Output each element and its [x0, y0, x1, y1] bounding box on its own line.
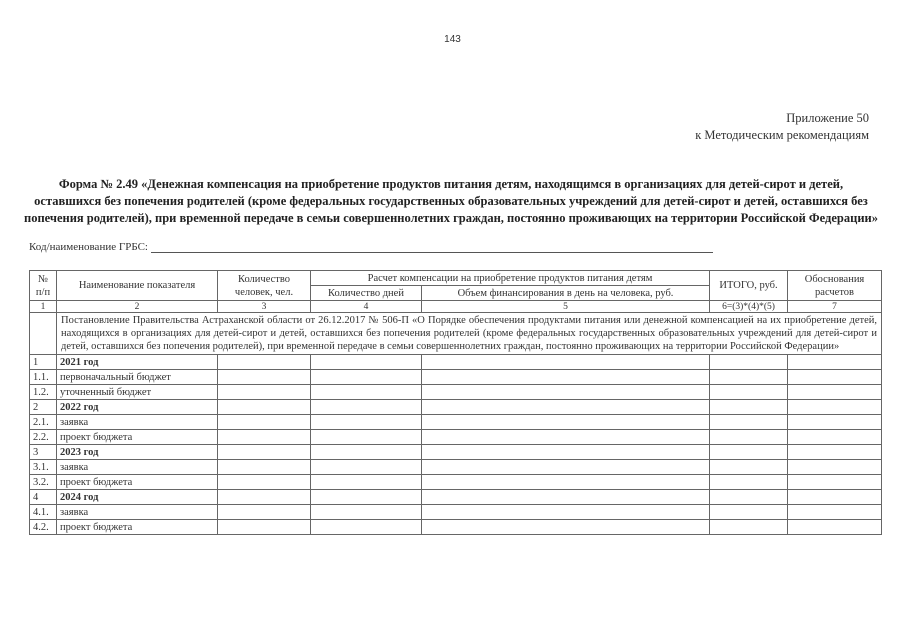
- row-number: 2.1.: [30, 415, 57, 430]
- empty-value-cell: [710, 370, 788, 385]
- empty-value-cell: [218, 505, 311, 520]
- empty-value-cell: [710, 400, 788, 415]
- header-total: ИТОГО, руб.: [710, 271, 788, 301]
- empty-value-cell: [788, 385, 882, 400]
- empty-value-cell: [422, 430, 710, 445]
- row-indicator-name: уточненный бюджет: [57, 385, 218, 400]
- table-row: [30, 355, 882, 370]
- empty-value-cell: [311, 520, 422, 535]
- empty-value-cell: [311, 505, 422, 520]
- row-number: 2.2.: [30, 430, 57, 445]
- row-indicator-name: первоначальный бюджет: [57, 370, 218, 385]
- empty-value-cell: [788, 430, 882, 445]
- form-title: Форма № 2.49 «Денежная компенсация на приобретение продуктов питания детям, находящимся в организациях для детей-сирот и детей, оставшихся без попечения родителей (кроме федеральных государственных образовательных учреждений для детей-сирот и детей, оставшихся без попечения родителей), при временной передаче в семьи совершеннолетних граждан, постоянно проживающих на территории Российской Федерации»: [24, 177, 878, 225]
- grbs-label: Код/наименование ГРБС:: [29, 241, 148, 253]
- empty-value-cell: [218, 385, 311, 400]
- empty-value-cell: [710, 445, 788, 460]
- empty-value-cell: [218, 475, 311, 490]
- row-number: 4.2.: [30, 520, 57, 535]
- col-number: 6=(3)*(4)*(5): [710, 301, 788, 313]
- empty-value-cell: [311, 415, 422, 430]
- empty-value-cell: [788, 370, 882, 385]
- empty-value-cell: [422, 385, 710, 400]
- data-rows: [30, 355, 882, 535]
- decree-row: [30, 313, 882, 355]
- empty-value-cell: [788, 355, 882, 370]
- decree-text: Постановление Правительства Астраханской области от 26.12.2017 № 506-П «О Порядке обеспечения продуктами питания или денежной компенсацией на их приобретение детей, находящихся в организациях для детей-сирот и детей, оставшихся без попечения родителей (кроме федеральных государственных образовательных учреждений для детей-сирот и детей, оставшихся без попечения родителей), при временной передаче в семьи совершеннолетних граждан, постоянно проживающих на территории Российской Федерации»: [57, 313, 882, 355]
- empty-value-cell: [422, 445, 710, 460]
- empty-value-cell: [218, 460, 311, 475]
- row-indicator-name: заявка: [57, 505, 218, 520]
- table-row: [30, 400, 882, 415]
- calculation-table: [29, 270, 882, 535]
- empty-value-cell: [422, 415, 710, 430]
- empty-value-cell: [710, 430, 788, 445]
- empty-value-cell: [422, 520, 710, 535]
- empty-value-cell: [311, 400, 422, 415]
- empty-value-cell: [218, 445, 311, 460]
- row-indicator-name: 2023 год: [57, 445, 218, 460]
- row-number: 1: [30, 355, 57, 370]
- empty-value-cell: [218, 370, 311, 385]
- column-numbers-row: [30, 301, 882, 313]
- header-num: № п/п: [30, 271, 57, 301]
- empty-value-cell: [422, 400, 710, 415]
- empty-value-cell: [788, 400, 882, 415]
- empty-value-cell: [710, 490, 788, 505]
- row-number: 4.1.: [30, 505, 57, 520]
- empty-value-cell: [788, 520, 882, 535]
- col-number: 1: [30, 301, 57, 313]
- row-number: 4: [30, 490, 57, 505]
- empty-value-cell: [710, 385, 788, 400]
- empty-value-cell: [710, 475, 788, 490]
- table-row: [30, 460, 882, 475]
- empty-value-cell: [710, 505, 788, 520]
- empty-value-cell: [311, 460, 422, 475]
- table-row: [30, 505, 882, 520]
- table-row: [30, 385, 882, 400]
- empty-value-cell: [788, 445, 882, 460]
- header-count: Количество человек, чел.: [218, 271, 311, 301]
- empty-value-cell: [311, 370, 422, 385]
- header-calc-group: Расчет компенсации на приобретение продуктов питания детям: [311, 271, 710, 286]
- row-number: 3.1.: [30, 460, 57, 475]
- empty-value-cell: [311, 355, 422, 370]
- empty-value-cell: [710, 355, 788, 370]
- empty-value-cell: [788, 460, 882, 475]
- row-indicator-name: 2024 год: [57, 490, 218, 505]
- grbs-field: [29, 241, 713, 253]
- empty-value-cell: [311, 430, 422, 445]
- empty-value-cell: [710, 415, 788, 430]
- row-indicator-name: проект бюджета: [57, 430, 218, 445]
- empty-value-cell: [788, 490, 882, 505]
- header-days: Количество дней: [311, 286, 422, 301]
- empty-value-cell: [311, 385, 422, 400]
- empty-value-cell: [422, 505, 710, 520]
- table-row: [30, 475, 882, 490]
- empty-value-cell: [710, 460, 788, 475]
- col-number: 7: [788, 301, 882, 313]
- appendix-reference: [695, 110, 869, 144]
- row-indicator-name: проект бюджета: [57, 520, 218, 535]
- header-row-1: [30, 271, 882, 286]
- grbs-input-line: [151, 241, 713, 253]
- empty-value-cell: [422, 355, 710, 370]
- empty-value-cell: [422, 490, 710, 505]
- empty-value-cell: [710, 520, 788, 535]
- decree-num-cell: [30, 313, 57, 355]
- row-indicator-name: 2022 год: [57, 400, 218, 415]
- row-indicator-name: заявка: [57, 460, 218, 475]
- table-row: [30, 520, 882, 535]
- col-number: 4: [311, 301, 422, 313]
- page-number: 143: [444, 34, 461, 45]
- empty-value-cell: [218, 430, 311, 445]
- row-number: 2: [30, 400, 57, 415]
- empty-value-cell: [422, 475, 710, 490]
- empty-value-cell: [218, 490, 311, 505]
- empty-value-cell: [218, 415, 311, 430]
- appendix-line-1: Приложение 50: [786, 111, 869, 125]
- empty-value-cell: [788, 415, 882, 430]
- col-number: 2: [57, 301, 218, 313]
- table-row: [30, 415, 882, 430]
- row-number: 3.2.: [30, 475, 57, 490]
- row-number: 3: [30, 445, 57, 460]
- row-number: 1.1.: [30, 370, 57, 385]
- empty-value-cell: [788, 475, 882, 490]
- empty-value-cell: [218, 520, 311, 535]
- row-number: 1.2.: [30, 385, 57, 400]
- header-basis: Обоснования расчетов: [788, 271, 882, 301]
- empty-value-cell: [311, 445, 422, 460]
- row-indicator-name: проект бюджета: [57, 475, 218, 490]
- empty-value-cell: [422, 370, 710, 385]
- table-row: [30, 430, 882, 445]
- header-financing: Объем финансирования в день на человека, руб.: [422, 286, 710, 301]
- empty-value-cell: [422, 460, 710, 475]
- row-indicator-name: 2021 год: [57, 355, 218, 370]
- table-row: [30, 370, 882, 385]
- empty-value-cell: [218, 400, 311, 415]
- empty-value-cell: [788, 505, 882, 520]
- appendix-line-2: к Методическим рекомендациям: [695, 128, 869, 142]
- empty-value-cell: [311, 490, 422, 505]
- empty-value-cell: [218, 355, 311, 370]
- col-number: 5: [422, 301, 710, 313]
- table-row: [30, 445, 882, 460]
- header-name: Наименование показателя: [57, 271, 218, 301]
- table-row: [30, 490, 882, 505]
- col-number: 3: [218, 301, 311, 313]
- row-indicator-name: заявка: [57, 415, 218, 430]
- empty-value-cell: [311, 475, 422, 490]
